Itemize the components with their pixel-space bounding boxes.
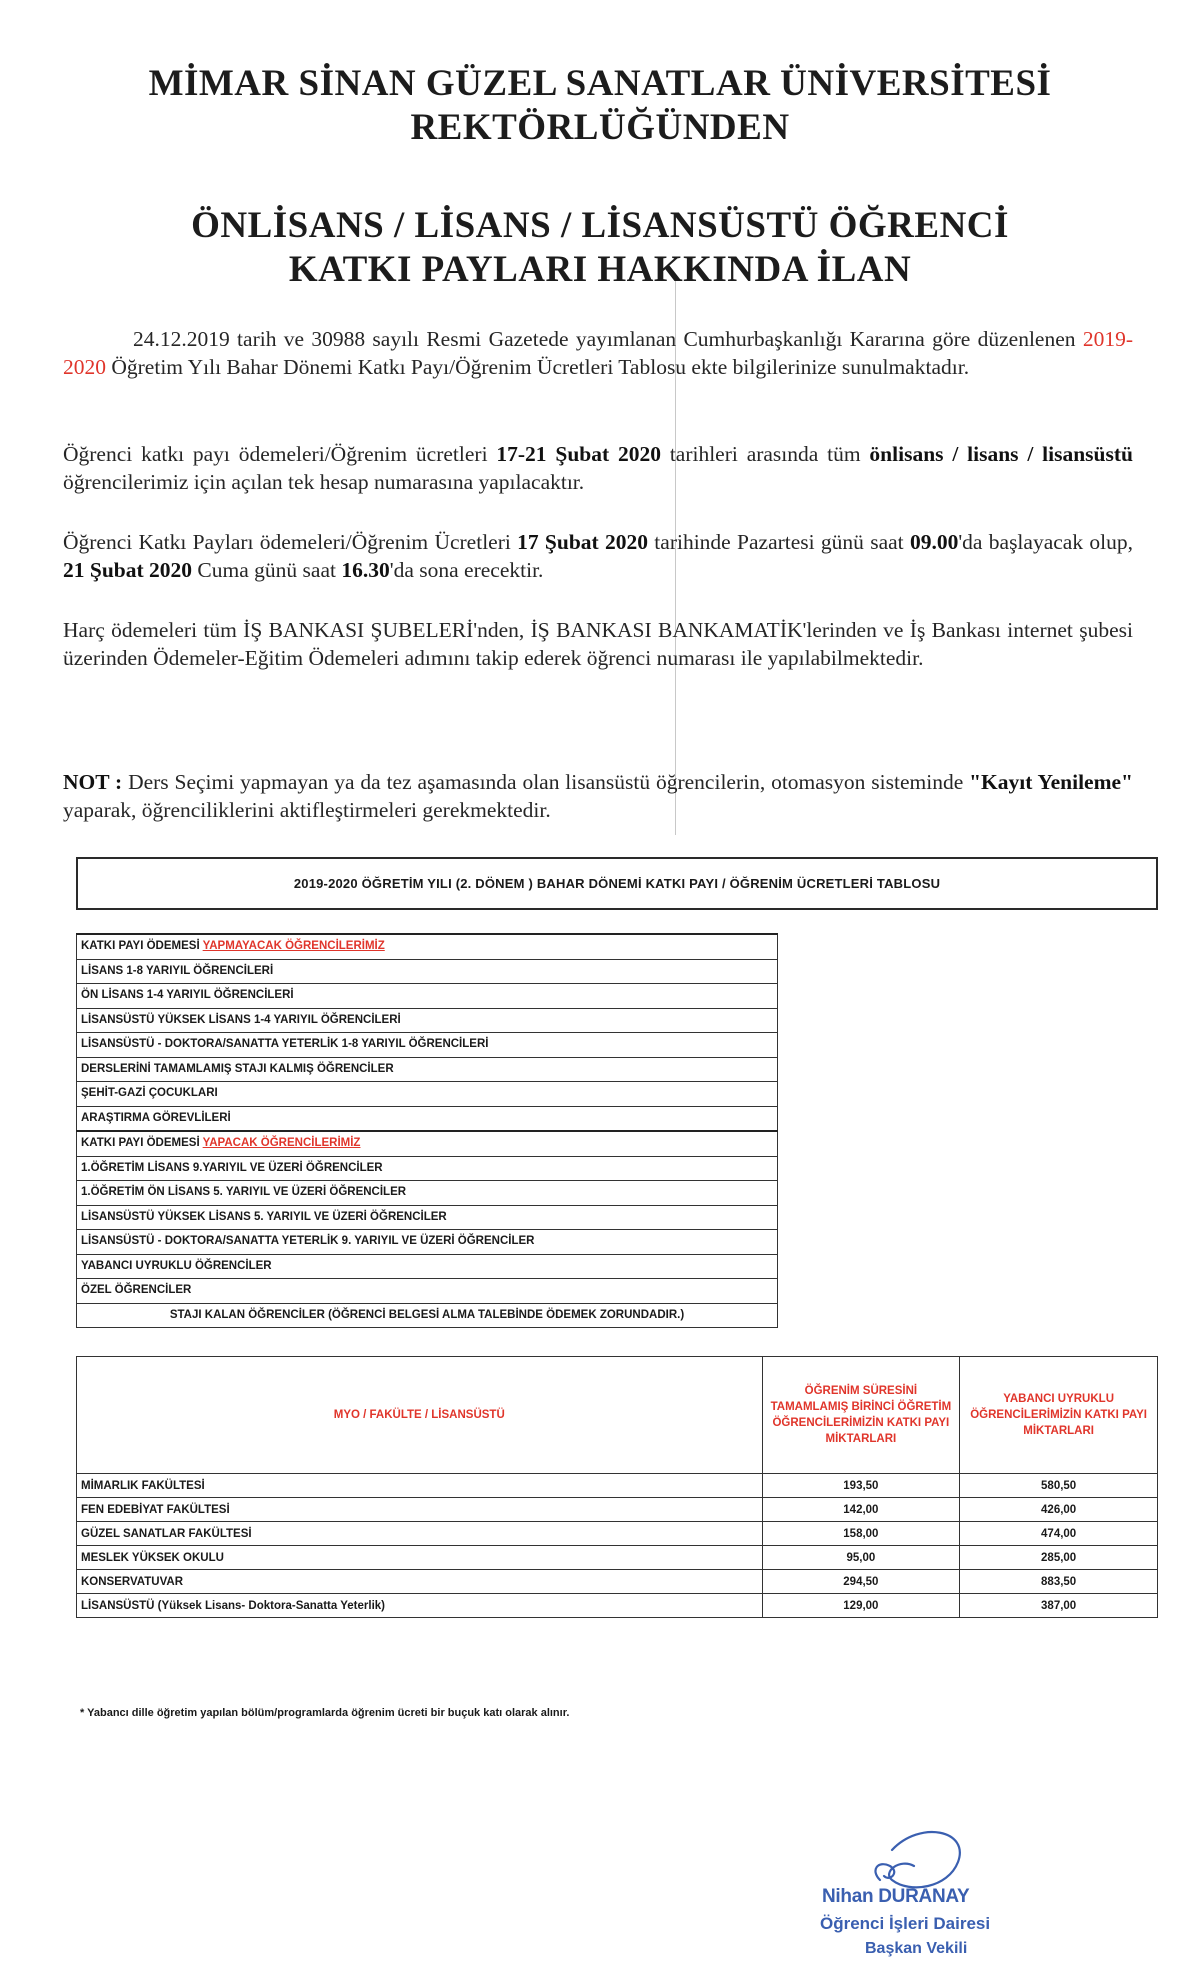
category-row: [77, 1156, 778, 1181]
category-row: [77, 1106, 778, 1131]
fee-domestic-cell: 129,00: [762, 1594, 960, 1618]
category-header-cell: [77, 934, 778, 959]
category-cell: 1.ÖĞRETİM LİSANS 9.YARIYIL VE ÜZERİ ÖĞRENCİLER: [77, 1156, 778, 1181]
fee-amount-table: [76, 1356, 1158, 1618]
announcement-heading: [60, 204, 1140, 292]
category-cell: LİSANSÜSTÜ - DOKTORA/SANATTA YETERLİK 1-8 YARIYIL ÖĞRENCİLERİ: [77, 1033, 778, 1058]
category-cell: LİSANSÜSTÜ - DOKTORA/SANATTA YETERLİK 9. YARIYIL VE ÜZERİ ÖĞRENCİLER: [77, 1230, 778, 1255]
p4-text: Harç ödemeleri tüm İŞ BANKASI ŞUBELERİ'nden, İŞ BANKASI BANKAMATİK'lerinden ve İş Bankası internet şubesi üzerinden Ödemeler-Eğitim Ödemeleri adımını takip ederek öğrenci numarası ile yapılabilmektedir.: [63, 618, 1133, 670]
p3-text-c: 'da başlayacak olup,: [958, 530, 1133, 554]
fee-domestic-cell: 95,00: [762, 1546, 960, 1570]
fee-row: [77, 1546, 1158, 1570]
paragraph-gazette: [63, 325, 1133, 381]
p5-registration-bold: "Kayıt Yenileme": [969, 770, 1133, 794]
fee-foreign-cell: 883,50: [960, 1570, 1158, 1594]
p3-start-time: 09.00: [909, 530, 959, 554]
category-row: [77, 1033, 778, 1058]
p2-text-c: öğrencilerimiz için açılan tek hesap numarasına yapılacaktır.: [63, 470, 585, 494]
p3-end-date: 21 Şubat 2020: [63, 558, 193, 582]
fee-table-title: 2019-2020 ÖĞRETİM YILI (2. DÖNEM ) BAHAR DÖNEMİ KATKI PAYI / ÖĞRENİM ÜCRETLERİ TABLOSU: [76, 857, 1158, 910]
category-row: [77, 1230, 778, 1255]
category-cell: ÖN LİSANS 1-4 YARIYIL ÖĞRENCİLERİ: [77, 984, 778, 1009]
fee-domestic-cell: 142,00: [762, 1498, 960, 1522]
fee-col-domestic: ÖĞRENİM SÜRESİNİ TAMAMLAMIŞ BİRİNCİ ÖĞRETİM ÖĞRENCİLERİMİZİN KATKI PAYI MİKTARLARI: [762, 1357, 960, 1474]
p5-text-b: yaparak, öğrenciliklerini aktifleştirmeleri gerekmektedir.: [63, 798, 551, 822]
p3-text-e: 'da sona erecektir.: [389, 558, 544, 582]
p1-text-a: 24.12.2019 tarih ve 30988 sayılı Resmi Gazetede yayımlanan Cumhurbaşkanlığı Kararına göre düzenlenen: [133, 327, 1083, 351]
p3-end-time: 16.30: [341, 558, 390, 582]
category-cell: DERSLERİNİ TAMAMLAMIŞ STAJI KALMIŞ ÖĞRENCİLER: [77, 1057, 778, 1082]
fee-unit-cell: FEN EDEBİYAT FAKÜLTESİ: [77, 1498, 763, 1522]
category-row: [77, 984, 778, 1009]
category-cell: LİSANSÜSTÜ YÜKSEK LİSANS 5. YARIYIL VE ÜZERİ ÖĞRENCİLER: [77, 1205, 778, 1230]
category-row: [77, 1254, 778, 1279]
p2-text-a: Öğrenci katkı payı ödemeleri/Öğrenim ücretleri: [63, 442, 497, 466]
fee-col-foreign: YABANCI UYRUKLU ÖĞRENCİLERİMİZİN KATKI PAYI MİKTARLARI: [960, 1357, 1158, 1474]
p3-text-b: tarihinde Pazartesi günü saat: [648, 530, 910, 554]
signatory-title-2: Başkan Vekili: [865, 1940, 968, 1957]
category-cell: YABANCI UYRUKLU ÖĞRENCİLER: [77, 1254, 778, 1279]
category-row: [77, 1008, 778, 1033]
student-category-table: [76, 933, 778, 1328]
category-row: [77, 1279, 778, 1304]
fee-foreign-cell: 426,00: [960, 1498, 1158, 1522]
category-cell: ÖZEL ÖĞRENCİLER: [77, 1279, 778, 1304]
category-row: [77, 1082, 778, 1107]
category-header-highlight: YAPMAYACAK ÖĞRENCİLERİMİZ: [202, 940, 385, 952]
heading-line-4: KATKI PAYLARI HAKKINDA İLAN: [288, 249, 912, 290]
category-cell: STAJI KALAN ÖĞRENCİLER (ÖĞRENCİ BELGESİ ALMA TALEBİNDE ÖDEMEK ZORUNDADIR.): [77, 1303, 778, 1328]
fee-domestic-cell: 158,00: [762, 1522, 960, 1546]
category-cell: 1.ÖĞRETİM ÖN LİSANS 5. YARIYIL VE ÜZERİ ÖĞRENCİLER: [77, 1181, 778, 1206]
category-header-cell: [77, 1131, 778, 1156]
signatory-title-1: Öğrenci İşleri Dairesi: [820, 1914, 991, 1933]
fee-unit-cell: MİMARLIK FAKÜLTESİ: [77, 1474, 763, 1498]
category-row: [77, 1181, 778, 1206]
fee-foreign-cell: 580,50: [960, 1474, 1158, 1498]
fee-unit-cell: LİSANSÜSTÜ (Yüksek Lisans- Doktora-Sanatta Yeterlik): [77, 1594, 763, 1618]
p3-text-a: Öğrenci Katkı Payları ödemeleri/Öğrenim Ücretleri: [63, 530, 518, 554]
category-header-text: KATKI PAYI ÖDEMESİ: [81, 940, 203, 952]
category-cell: ARAŞTIRMA GÖREVLİLERİ: [77, 1106, 778, 1131]
fee-unit-cell: KONSERVATUVAR: [77, 1570, 763, 1594]
p3-text-d: Cuma günü saat: [192, 558, 342, 582]
fee-row: [77, 1570, 1158, 1594]
fee-domestic-cell: 294,50: [762, 1570, 960, 1594]
note-label: NOT :: [63, 770, 123, 794]
fee-table-header-row: [77, 1357, 1158, 1474]
signatory-name: Nihan DURANAY: [822, 1886, 970, 1907]
p2-programs-bold: önlisans / lisans / lisansüstü: [869, 442, 1133, 466]
fee-foreign-cell: 285,00: [960, 1546, 1158, 1570]
category-cell: ŞEHİT-GAZİ ÇOCUKLARI: [77, 1082, 778, 1107]
fee-foreign-cell: 474,00: [960, 1522, 1158, 1546]
fee-unit-cell: MESLEK YÜKSEK OKULU: [77, 1546, 763, 1570]
heading-line-3: ÖNLİSANS / LİSANS / LİSANSÜSTÜ ÖĞRENCİ: [191, 205, 1009, 246]
category-row-internship: [77, 1303, 778, 1328]
paragraph-payment-dates: [63, 440, 1133, 496]
category-header-highlight: YAPACAK ÖĞRENCİLERİMİZ: [202, 1137, 361, 1149]
signature-block: [810, 1810, 1040, 1970]
category-header-row: [77, 1131, 778, 1156]
category-row: [77, 959, 778, 984]
fee-unit-cell: GÜZEL SANATLAR FAKÜLTESİ: [77, 1522, 763, 1546]
category-row: [77, 1205, 778, 1230]
paragraph-payment-hours: [63, 528, 1133, 584]
category-header-text: KATKI PAYI ÖDEMESİ: [81, 1137, 203, 1149]
p1-year-highlight: 2019-2020: [63, 327, 1133, 379]
fee-row: [77, 1594, 1158, 1618]
paragraph-note: [63, 768, 1133, 824]
p5-text-a: Ders Seçimi yapmayan ya da tez aşamasında olan lisansüstü öğrencilerin, otomasyon sisteminde: [122, 770, 970, 794]
fee-domestic-cell: 193,50: [762, 1474, 960, 1498]
p2-date-highlight: 17-21 Şubat 2020: [496, 442, 661, 466]
fee-row: [77, 1498, 1158, 1522]
category-cell: LİSANS 1-8 YARIYIL ÖĞRENCİLERİ: [77, 959, 778, 984]
p2-text-b: tarihleri arasında tüm: [660, 442, 870, 466]
heading-line-1: MİMAR SİNAN GÜZEL SANATLAR ÜNİVERSİTESİ: [148, 63, 1052, 104]
fee-col-unit: MYO / FAKÜLTE / LİSANSÜSTÜ: [77, 1357, 763, 1474]
p3-start-date: 17 Şubat 2020: [517, 530, 649, 554]
heading-line-2: REKTÖRLÜĞÜNDEN: [410, 107, 790, 148]
fee-row: [77, 1474, 1158, 1498]
category-header-row: [77, 934, 778, 959]
category-cell: LİSANSÜSTÜ YÜKSEK LİSANS 1-4 YARIYIL ÖĞRENCİLERİ: [77, 1008, 778, 1033]
fee-row: [77, 1522, 1158, 1546]
paragraph-bank: [63, 616, 1133, 672]
fee-foreign-cell: 387,00: [960, 1594, 1158, 1618]
p1-text-b: Öğretim Yılı Bahar Dönemi Katkı Payı/Öğrenim Ücretleri Tablosu ekte bilgilerinize sunulmaktadır.: [106, 355, 970, 379]
category-row: [77, 1057, 778, 1082]
university-heading: [60, 62, 1140, 150]
footnote: * Yabancı dille öğretim yapılan bölüm/programlarda öğrenim ücreti bir buçuk katı olarak alınır.: [80, 1707, 570, 1719]
